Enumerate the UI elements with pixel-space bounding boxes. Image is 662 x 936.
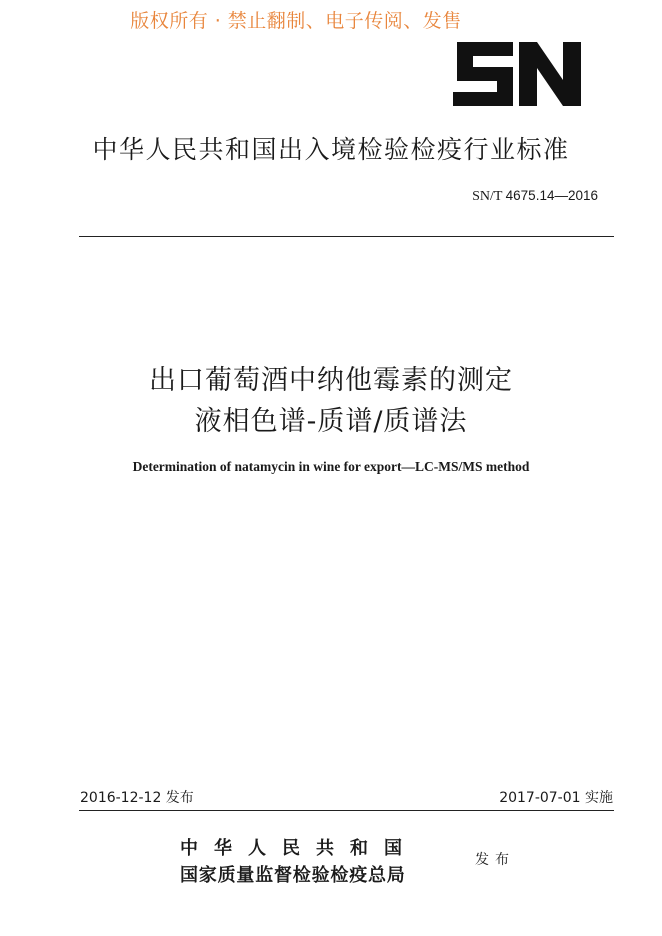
footer-divider — [79, 810, 614, 811]
issue-date: 2016-12-12 发布 — [80, 790, 194, 806]
header-divider — [79, 236, 614, 237]
implement-date: 2017-07-01 实施 — [499, 790, 613, 806]
publish-label: 发布 — [475, 852, 515, 868]
standard-category-title: 中华人民共和国出入境检验检疫行业标准 — [92, 135, 570, 164]
document-title-line1: 出口葡萄酒中纳他霉素的测定 — [149, 365, 513, 396]
publisher-line1: 中华人民共和国 — [180, 838, 418, 859]
publisher-line2: 国家质量监督检验检疫总局 — [180, 865, 406, 886]
document-title-english: Determination of natamycin in wine for export—LC-MS/MS method — [132, 459, 530, 474]
publisher-block — [180, 834, 460, 887]
watermark-text: 版权所有 · 禁止翻制、电子传阅、发售 — [130, 10, 462, 32]
document-title-line2: 液相色谱-质谱/质谱法 — [194, 406, 468, 437]
standard-code — [472, 188, 598, 205]
standard-code-prefix: SN/T — [472, 189, 503, 204]
sn-logo — [453, 42, 581, 106]
standard-code-number: 4675.14—2016 — [505, 188, 598, 203]
